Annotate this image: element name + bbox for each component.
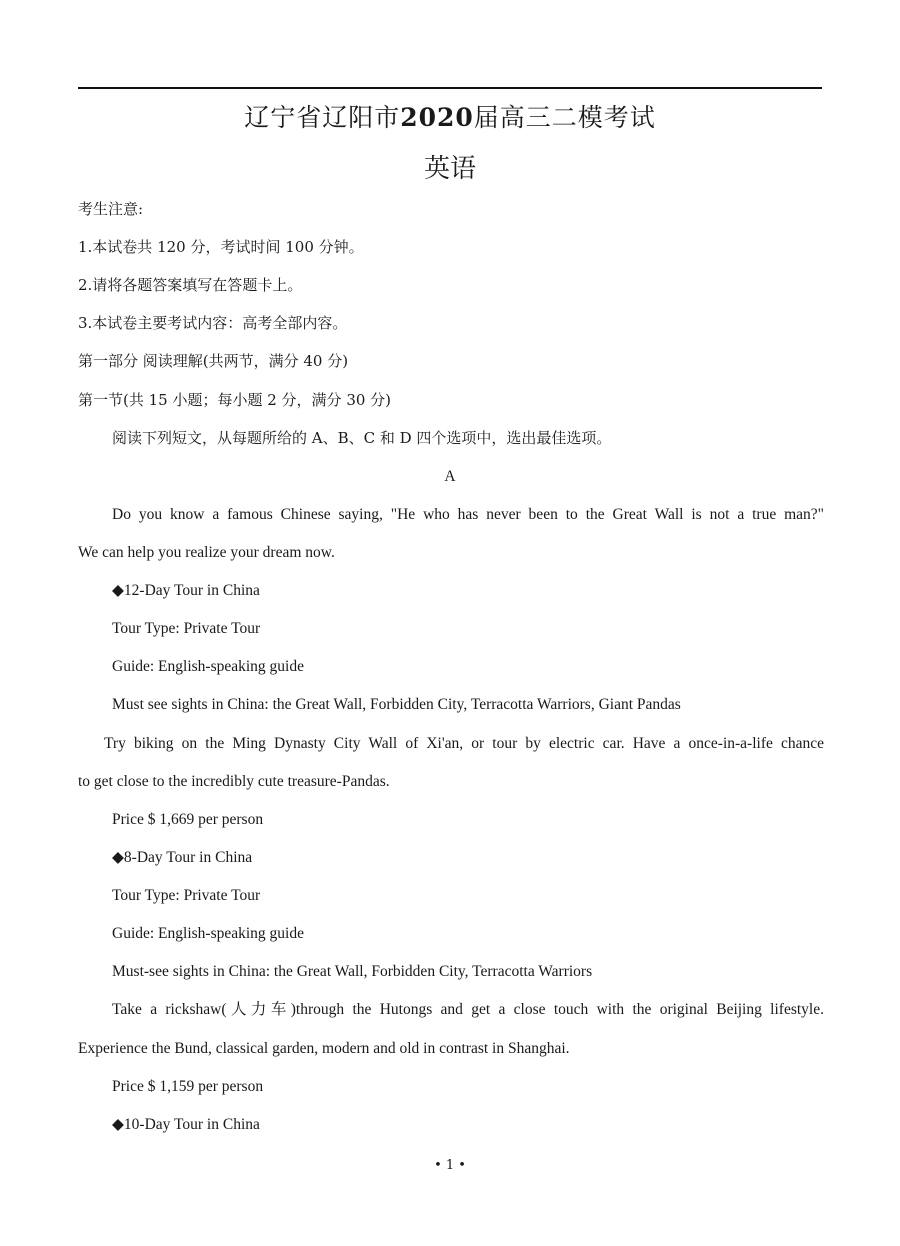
intro-line-1: Do you know a famous Chinese saying, "He who has never been to the Great Wall is not a true man?" xyxy=(112,506,824,523)
tour-2-price: Price $ 1,159 per person xyxy=(112,1078,264,1095)
tour-1-name: ◆12-Day Tour in China xyxy=(112,582,260,599)
notice-item-1: 1.本试卷共 120 分，考试时间 100 分钟。 xyxy=(78,238,364,256)
section-title: 第一节(共 15 小题；每小题 2 分，满分 30 分) xyxy=(78,391,392,409)
tour-1-guide: Guide: English-speaking guide xyxy=(112,658,304,675)
top-rule xyxy=(78,87,822,89)
exam-title xyxy=(0,98,900,134)
notice-item-2: 2.请将各题答案填写在答题卡上。 xyxy=(78,276,303,294)
page-number: • 1 • xyxy=(434,1158,466,1173)
tour-2-name: ◆8-Day Tour in China xyxy=(112,849,253,866)
tour-2-sights: Must-see sights in China: the Great Wall, Forbidden City, Terracotta Warriors xyxy=(112,963,593,980)
instruction: 阅读下列短文，从每题所给的 A、B、C 和 D 四个选项中，选出最佳选项。 xyxy=(112,429,612,447)
tour-1-sights: Must see sights in China: the Great Wall, Forbidden City, Terracotta Warriors, Giant Pandas xyxy=(112,696,681,713)
tour-3-name: ◆10-Day Tour in China xyxy=(112,1116,260,1133)
tour-1-type: Tour Type: Private Tour xyxy=(112,620,261,637)
exam-title-post: 届高三二模考试 xyxy=(473,103,656,132)
tour-2-desc-line-2: Experience the Bund, classical garden, modern and old in contrast in Shanghai. xyxy=(78,1040,570,1057)
tour-1-desc-line-1: Try biking on the Ming Dynasty City Wall of Xi'an, or tour by electric car. Have a once-in-a-life chance xyxy=(104,735,824,752)
part-title: 第一部分 阅读理解(共两节，满分 40 分) xyxy=(78,352,349,370)
tour-2-desc-line-1: Take a rickshaw(人力车)through the Hutongs and get a close touch with the original Beijing lifestyle. xyxy=(112,1001,824,1018)
exam-title-year: 2020 xyxy=(400,103,474,132)
notice-item-3: 3.本试卷主要考试内容：高考全部内容。 xyxy=(78,314,348,332)
tour-1-price: Price $ 1,669 per person xyxy=(112,811,264,828)
tour-1-desc-line-2: to get close to the incredibly cute treasure-Pandas. xyxy=(78,773,390,790)
tour-2-guide: Guide: English-speaking guide xyxy=(112,925,304,942)
subject-title: 英语 xyxy=(423,154,476,184)
exam-title-pre: 辽宁省辽阳市 xyxy=(244,103,401,132)
passage-label: A xyxy=(444,468,456,485)
tour-2-type: Tour Type: Private Tour xyxy=(112,887,261,904)
intro-line-2: We can help you realize your dream now. xyxy=(78,544,335,561)
notice-heading: 考生注意: xyxy=(78,200,144,218)
